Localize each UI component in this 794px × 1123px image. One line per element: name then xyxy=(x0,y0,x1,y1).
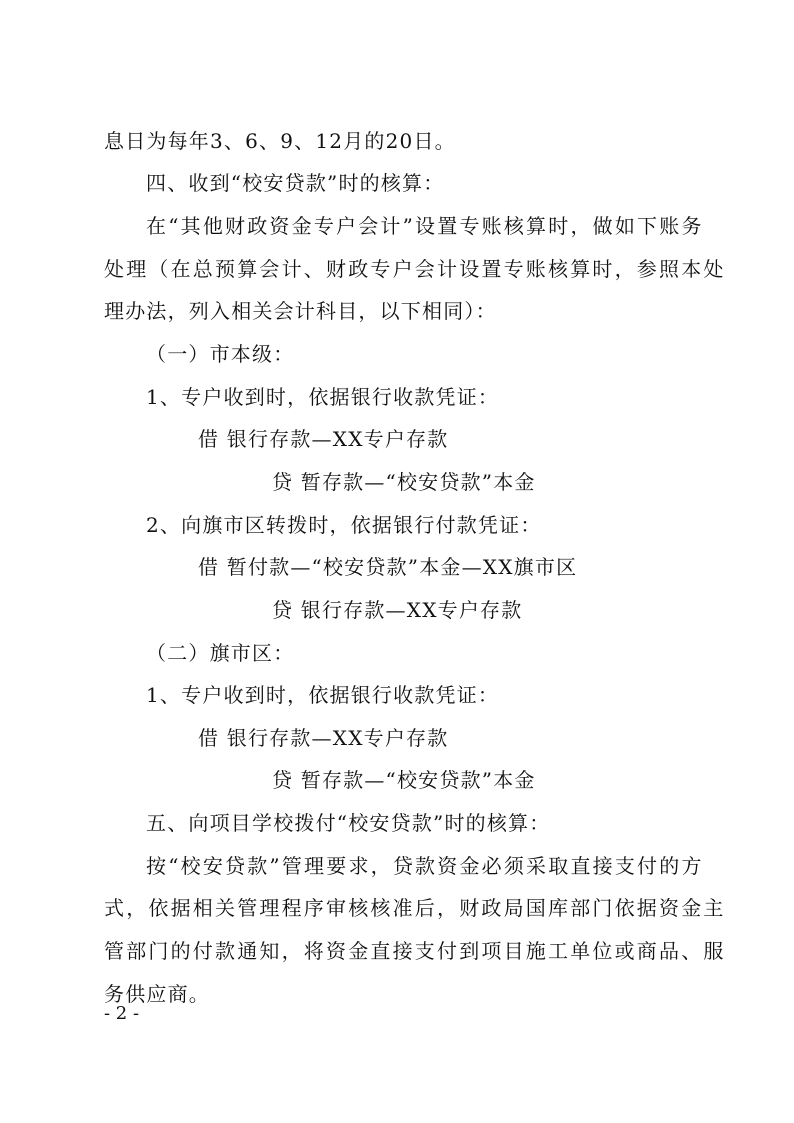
body-line-1: 息日为每年3、6、9、12月的20日。 xyxy=(104,129,456,153)
body-line-20: 管部门的付款通知，将资金直接支付到项目施工单位或商品、服 xyxy=(104,939,726,963)
item-city-transfer: 2、向旗市区转拨时，依据银行付款凭证： xyxy=(146,513,542,537)
page-number: - 2 - xyxy=(104,1003,140,1024)
item-district-receipt: 1、专户收到时，依据银行收款凭证： xyxy=(146,683,500,707)
body-line-21: 务供应商。 xyxy=(104,982,210,1006)
body-line-5: 理办法，列入相关会计科目，以下相同）： xyxy=(104,299,497,323)
entry-city-credit-temporary-deposit: 贷 暂存款—“校安贷款”本金 xyxy=(272,470,536,494)
section-heading-5: 五、向项目学校拨付“校安贷款”时的核算： xyxy=(146,811,551,835)
item-city-receipt: 1、专户收到时，依据银行收款凭证： xyxy=(146,385,500,409)
body-line-18: 按“校安贷款”管理要求，贷款资金必须采取直接支付的方 xyxy=(146,854,704,878)
subsection-city-level: （一）市本级： xyxy=(146,342,295,366)
body-line-3: 在“其他财政资金专户会计”设置专账核算时，做如下账务 xyxy=(146,214,704,238)
body-line-4: 处理（在总预算会计、财政专户会计设置专账核算时，参照本处 xyxy=(104,257,726,281)
subsection-district-level: （二）旗市区： xyxy=(146,641,295,665)
entry-district-credit-temporary-deposit: 贷 暂存款—“校安贷款”本金 xyxy=(272,768,536,792)
entry-city-debit-bank: 借 银行存款—XX专户存款 xyxy=(198,427,449,451)
entry-transfer-credit: 贷 银行存款—XX专户存款 xyxy=(272,598,523,622)
entry-transfer-debit: 借 暂付款—“校安贷款”本金—XX旗市区 xyxy=(198,555,578,579)
section-heading-4: 四、收到“校安贷款”时的核算： xyxy=(146,171,445,195)
entry-district-debit-bank: 借 银行存款—XX专户存款 xyxy=(198,726,449,750)
body-line-19: 式，依据相关管理程序审核核准后，财政局国库部门依据资金主 xyxy=(104,896,726,920)
